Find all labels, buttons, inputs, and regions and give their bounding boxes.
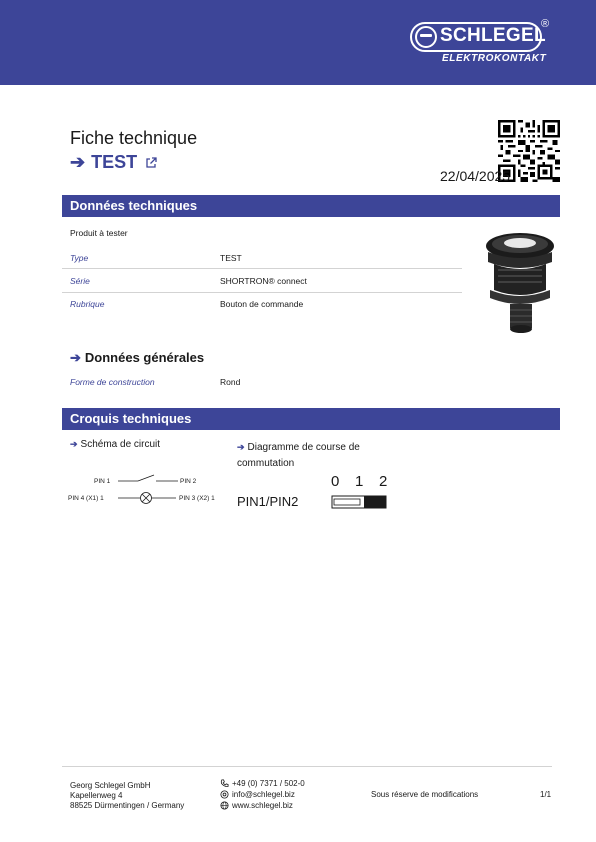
footer-street: Kapellenweg 4 <box>70 791 123 800</box>
circuit-title: Schéma de circuit <box>80 439 161 450</box>
row-value-construction-form: Rond <box>220 377 241 387</box>
logo-disc-icon <box>415 26 437 48</box>
pin2-label: PIN 2 <box>180 478 197 485</box>
general-data-heading <box>70 350 204 366</box>
logo-registered-mark: ® <box>541 18 550 30</box>
row-divider <box>62 268 462 269</box>
row-divider <box>62 292 462 293</box>
logo-tagline: ELEKTROKONTAKT <box>442 53 547 64</box>
position-1-label: 1 <box>355 473 364 490</box>
circuit-diagram <box>66 472 228 512</box>
switching-title-line1: Diagramme de course de <box>247 442 360 453</box>
logo-brand-name: SCHLEGEL <box>440 25 546 46</box>
footer-divider <box>62 766 552 767</box>
footer-address <box>70 781 184 811</box>
pin3-label: PIN 3 (X2) 1 <box>179 495 215 502</box>
arrow-right-icon: ➔ <box>70 152 86 172</box>
document-title: Fiche technique <box>70 128 198 148</box>
footer-email[interactable] <box>220 790 295 799</box>
product-link-label: TEST <box>91 152 138 172</box>
pin1-label: PIN 1 <box>94 478 111 485</box>
circuit-heading <box>70 439 160 450</box>
row-label-construction-form: Forme de construction <box>70 377 155 387</box>
schlegel-logo[interactable] <box>410 20 550 66</box>
arrow-right-icon: ➔ <box>70 350 81 365</box>
position-0-label: 0 <box>331 473 340 490</box>
switching-heading <box>237 439 360 472</box>
arrow-right-icon: ➔ <box>70 439 78 449</box>
switching-title-line2: commutation <box>237 458 295 469</box>
arrow-right-icon: ➔ <box>237 442 245 452</box>
pin1-pin2-label: PIN1/PIN2 <box>237 494 299 509</box>
section-bar-technical-sketches: Croquis techniques <box>62 408 560 430</box>
footer-disclaimer: Sous réserve de modifications <box>371 790 479 799</box>
position-2-label: 2 <box>379 473 388 490</box>
general-data-title: Données générales <box>84 350 205 365</box>
footer-company: Georg Schlegel GmbH <box>70 781 151 790</box>
footer-city: 88525 Dürmentingen / Germany <box>70 801 185 810</box>
footer-phone-number: +49 (0) 7371 / 502-0 <box>232 779 305 788</box>
globe-icon <box>220 801 229 810</box>
row-value-series: SHORTRON® connect <box>220 276 307 286</box>
row-label-type: Type <box>70 253 89 263</box>
row-value-type: TEST <box>220 253 242 263</box>
product-photo <box>480 230 560 338</box>
switching-diagram <box>236 472 396 512</box>
row-value-category: Bouton de commande <box>220 299 304 309</box>
email-icon <box>220 790 229 799</box>
external-link-icon[interactable] <box>145 157 157 169</box>
footer-page-number: 1/1 <box>540 790 552 799</box>
switching-open-segment <box>334 499 360 505</box>
row-label-series: Série <box>70 276 90 286</box>
switching-closed-segment <box>364 496 386 508</box>
product-link[interactable] <box>70 152 157 173</box>
section-intro: Produit à tester <box>70 228 128 238</box>
footer-website-url: www.schlegel.biz <box>232 801 293 810</box>
pin4-label: PIN 4 (X1) 1 <box>68 495 104 502</box>
document-date: 22/04/2025 <box>440 168 511 184</box>
row-label-category: Rubrique <box>70 299 105 309</box>
phone-icon <box>220 779 229 788</box>
section-bar-technical-data: Données techniques <box>62 195 560 217</box>
footer-website[interactable] <box>220 801 293 810</box>
header-banner <box>0 0 596 85</box>
footer-email-address: info@schlegel.biz <box>232 790 295 799</box>
footer-phone[interactable] <box>220 779 305 788</box>
